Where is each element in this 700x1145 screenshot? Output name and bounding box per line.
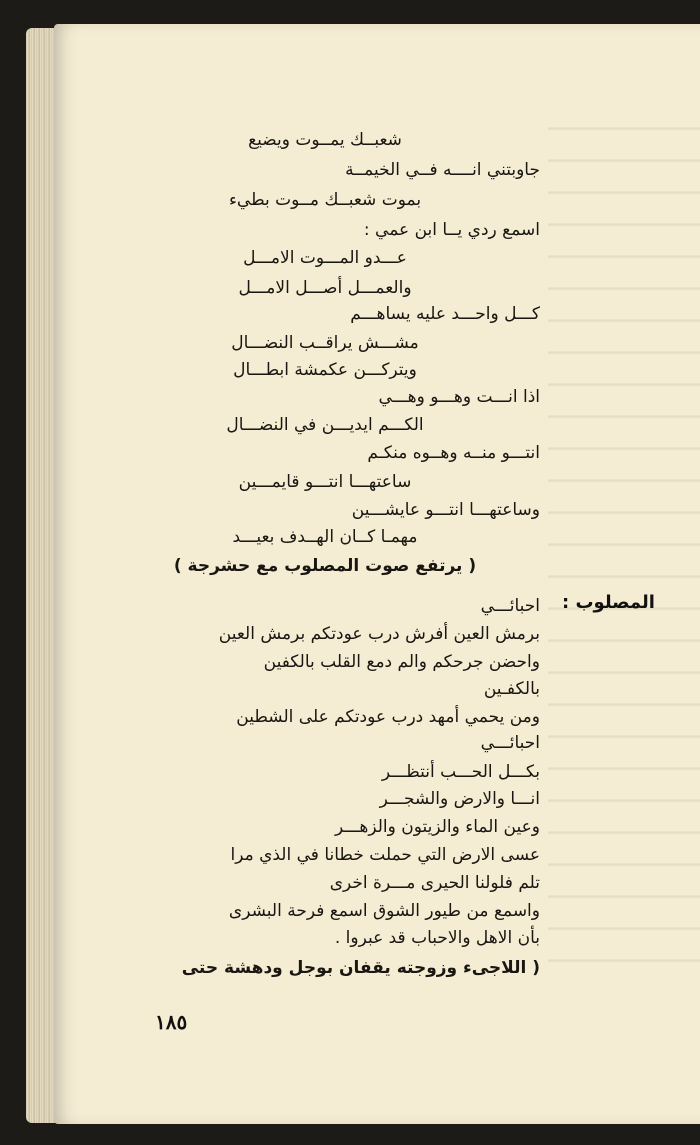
speech-line: بالكفـين <box>483 679 540 699</box>
verse-line: شعبــك يمــوت ويضيع <box>248 130 402 150</box>
speech-line: انـــا والارض والشجـــر <box>379 789 540 809</box>
stage-direction: ( اللاجىء وزوجته يقفان بوجل ودهشة حتى <box>181 958 540 978</box>
verse-line: مشـــش يراقــب النضـــال <box>231 333 419 353</box>
speech-line: ومن يحمي أمهد درب عودتكم على الشطين <box>236 707 540 727</box>
speech-line: احبائـــي <box>480 733 540 753</box>
speech-line: تلم فلولنا الحيرى مـــرة اخرى <box>329 873 540 893</box>
speech-line: وعين الماء والزيتون والزهـــر <box>335 817 540 837</box>
verse-line: اسمع ردي يــا ابن عمي : <box>363 220 540 240</box>
verse-line: اذا انـــت وهـــو وهـــي <box>378 387 540 407</box>
speech-line: عسى الارض التي حملت خطانا في الذي مرا <box>230 845 540 865</box>
verse-line: كـــل واحـــد عليه يساهـــم <box>350 304 540 324</box>
speech-line: بكـــل الحـــب أنتظـــر <box>381 762 540 782</box>
verse-line: انتـــو منــه وهــوه منكـم <box>367 443 540 463</box>
verse-line: بموت شعبــك مــوت بطيء <box>228 190 422 210</box>
speech-line: واسمع من طيور الشوق اسمع فرحة البشرى <box>228 901 540 921</box>
speaker-name: المصلوب : <box>562 592 655 613</box>
speech-line: واحضن جرحكم والم دمع القلب بالكفين <box>263 652 540 672</box>
page-number: ١٨٥ <box>155 1010 188 1034</box>
verse-line: الكـــم ايديـــن في النضـــال <box>226 415 424 435</box>
verse-line: عـــدو المـــوت الامـــل <box>243 248 407 268</box>
speech-line: احبائـــي <box>480 596 540 616</box>
speech-line: بأن الاهل والاحباب قد عبروا . <box>334 928 540 948</box>
verse-line: وساعتهـــا انتـــو عايشـــين <box>351 500 540 520</box>
verse-line: ساعتهـــا انتـــو قايمـــين <box>238 472 412 492</box>
verse-line: جاوبتني انــــه فــي الخيمــة <box>345 160 540 180</box>
verse-line: والعمـــل أصـــل الامـــل <box>238 278 412 298</box>
stage-direction: ( يرتفع صوت المصلوب مع حشرجة ) <box>173 556 477 576</box>
verse-line: مهمـا كــان الهــدف بعيـــد <box>232 527 418 547</box>
speech-line: برمش العين أفرش درب عودتكم برمش العين <box>218 624 540 644</box>
verse-line: ويتركـــن عكمشة ابطـــال <box>233 360 417 380</box>
